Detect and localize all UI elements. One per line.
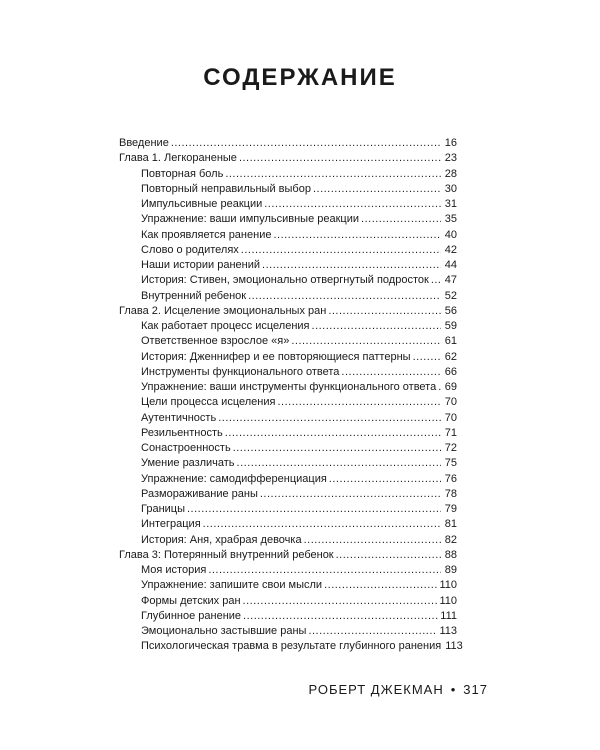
toc-entry-page: 78 [444,487,457,500]
toc-subentry [119,228,457,243]
toc-entry-page: 81 [444,518,457,531]
toc-entry-label: Упражнение: запишите свои мысли [141,579,323,592]
toc-subentry [119,319,457,334]
toc-entry-page: 31 [444,198,457,210]
toc-entry-page: 61 [444,335,457,348]
toc-subentry [119,441,457,456]
toc-entry-label: Упражнение: ваши инструменты функционального ответа [141,381,437,393]
dot-leader [264,197,441,212]
toc-chapter-entry [119,548,457,563]
dot-leader [208,563,441,578]
dot-leader [312,319,441,334]
toc-entry-label: Слово о родителях [141,243,239,256]
toc-subentry [119,563,457,578]
dot-leader [324,578,437,593]
toc-entry-page: 71 [444,426,457,439]
dot-leader [239,151,441,166]
toc-entry-page: 52 [444,289,457,302]
toc-entry-label: Психологическая травма в результате глубинного ранения [141,640,442,653]
toc-entry-page: 82 [444,533,457,546]
dot-leader [241,243,441,258]
toc-subentry [119,380,457,395]
toc-entry-page: 42 [444,243,457,256]
dot-leader [313,182,441,197]
toc-entry-label: Границы [141,503,185,515]
toc-subentry [119,350,457,365]
toc-subentry [119,289,457,304]
toc-entry-label: Размораживание раны [141,487,258,500]
toc-entry-page: 88 [444,548,457,561]
toc-entry-page: 70 [444,396,457,409]
toc-entry-label: Умение различать [141,457,235,470]
toc-entry-page: 44 [444,259,457,271]
dot-leader [262,258,441,273]
dot-leader [218,411,441,426]
toc-entry-label: История: Дженнифер и ее повторяющиеся паттерны [141,350,411,363]
toc-subentry [119,426,457,441]
toc-entry-page: 66 [444,365,457,378]
footer-bullet: • [450,682,457,697]
toc-subentry [119,411,457,426]
toc-entry-label: Упражнение: ваши импульсивные реакции [141,213,360,226]
dot-leader [248,289,441,304]
dot-leader [308,624,437,639]
toc-entry-label: Моя история [141,564,207,576]
toc-entry-page: 59 [444,320,457,332]
toc-subentry [119,502,457,517]
toc-subentry [119,258,457,273]
toc-subentry [119,594,457,609]
dot-leader [273,228,441,243]
toc-chapter-entry [119,304,457,319]
toc-subentry [119,456,457,471]
toc-subentry [119,517,457,532]
toc-chapter-entry [119,136,457,151]
dot-leader [413,350,441,365]
toc-entry-label: Как проявляется ранение [141,228,272,241]
toc-entry-label: Интеграция [141,518,201,531]
toc-subentry [119,639,463,654]
toc-subentry [119,273,457,288]
dot-leader [277,395,441,410]
dot-leader [438,380,441,395]
dot-leader [233,441,441,456]
toc-entry-label: Ответственное взрослое «я» [141,335,290,348]
table-of-contents [119,136,463,655]
toc-subentry [119,533,457,548]
toc-subentry [119,197,457,212]
dot-leader [171,136,441,151]
toc-subentry [119,472,457,487]
toc-entry-label: Формы детских ран [141,594,241,607]
toc-entry-page: 113 [439,625,457,637]
dot-leader [304,533,441,548]
dot-leader [260,487,441,502]
toc-entry-page: 111 [440,609,457,622]
toc-subentry [119,182,457,197]
toc-subentry [119,334,457,349]
toc-entry-page: 76 [444,472,457,485]
dot-leader [243,609,438,624]
toc-entry-label: Глава 2. Исцеление эмоциональных ран [119,304,327,317]
dot-leader [243,594,438,609]
dot-leader [336,548,441,563]
toc-subentry [119,243,457,258]
toc-entry-page: 23 [444,152,457,165]
toc-entry-label: Как работает процесс исцеления [141,320,310,332]
toc-subentry [119,624,457,639]
toc-entry-page: 70 [444,411,457,424]
dot-leader [291,334,441,349]
toc-entry-page: 75 [444,457,457,470]
toc-entry-page: 89 [444,564,457,576]
toc-entry-label: Введение [119,137,169,149]
toc-entry-page: 47 [444,274,457,287]
toc-entry-label: Импульсивные реакции [141,198,263,210]
dot-leader [225,167,441,182]
toc-chapter-entry [119,151,457,166]
toc-entry-label: Повторный неправильный выбор [141,182,311,195]
toc-entry-label: Сонастроенность [141,442,231,454]
running-footer [308,682,488,697]
toc-subentry [119,395,457,410]
toc-entry-label: Цели процесса исцеления [141,396,276,409]
toc-subentry [119,212,457,227]
toc-entry-page: 72 [444,442,457,454]
footer-page-number: 317 [463,682,488,697]
toc-entry-label: История: Аня, храбрая девочка [141,533,302,546]
toc-entry-page: 110 [439,594,457,607]
toc-entry-label: Упражнение: самодифференциация [141,472,327,485]
toc-entry-label: Резильентность [141,426,223,439]
toc-subentry [119,487,457,502]
dot-leader [341,365,441,380]
toc-entry-label: Повторная боль [141,167,224,180]
toc-subentry [119,578,457,593]
dot-leader [328,304,441,319]
toc-entry-label: Наши истории ранений [141,259,261,271]
page-title: СОДЕРЖАНИЕ [203,64,397,91]
dot-leader [187,502,441,517]
toc-entry-page: 56 [444,304,457,317]
toc-entry-label: Эмоционально застывшие раны [141,625,307,637]
dot-leader [361,212,441,227]
dot-leader [431,273,441,288]
toc-entry-page: 35 [444,213,457,226]
toc-subentry [119,167,457,182]
toc-entry-page: 16 [444,137,457,149]
toc-subentry [119,365,457,380]
toc-entry-label: Глава 1. Легкораненые [119,152,237,165]
toc-entry-label: Глава 3: Потерянный внутренний ребенок [119,548,334,561]
toc-entry-label: Инструменты функционального ответа [141,365,340,378]
toc-entry-page: 110 [439,579,457,592]
toc-entry-label: Глубинное ранение [141,609,242,622]
dot-leader [237,456,441,471]
toc-entry-page: 69 [444,381,457,393]
toc-subentry [119,609,457,624]
toc-entry-label: Внутренний ребенок [141,289,247,302]
dot-leader [225,426,441,441]
toc-entry-page: 113 [445,640,463,653]
toc-entry-page: 30 [444,182,457,195]
toc-entry-page: 62 [444,350,457,363]
toc-entry-page: 40 [444,228,457,241]
footer-author: РОБЕРТ ДЖЕКМАН [308,682,444,697]
toc-entry-label: Аутентичность [141,411,217,424]
dot-leader [203,517,441,532]
toc-entry-label: История: Стивен, эмоционально отвергнутый подросток [141,274,429,287]
toc-entry-page: 28 [444,167,457,180]
toc-entry-page: 79 [444,503,457,515]
dot-leader [329,472,441,487]
